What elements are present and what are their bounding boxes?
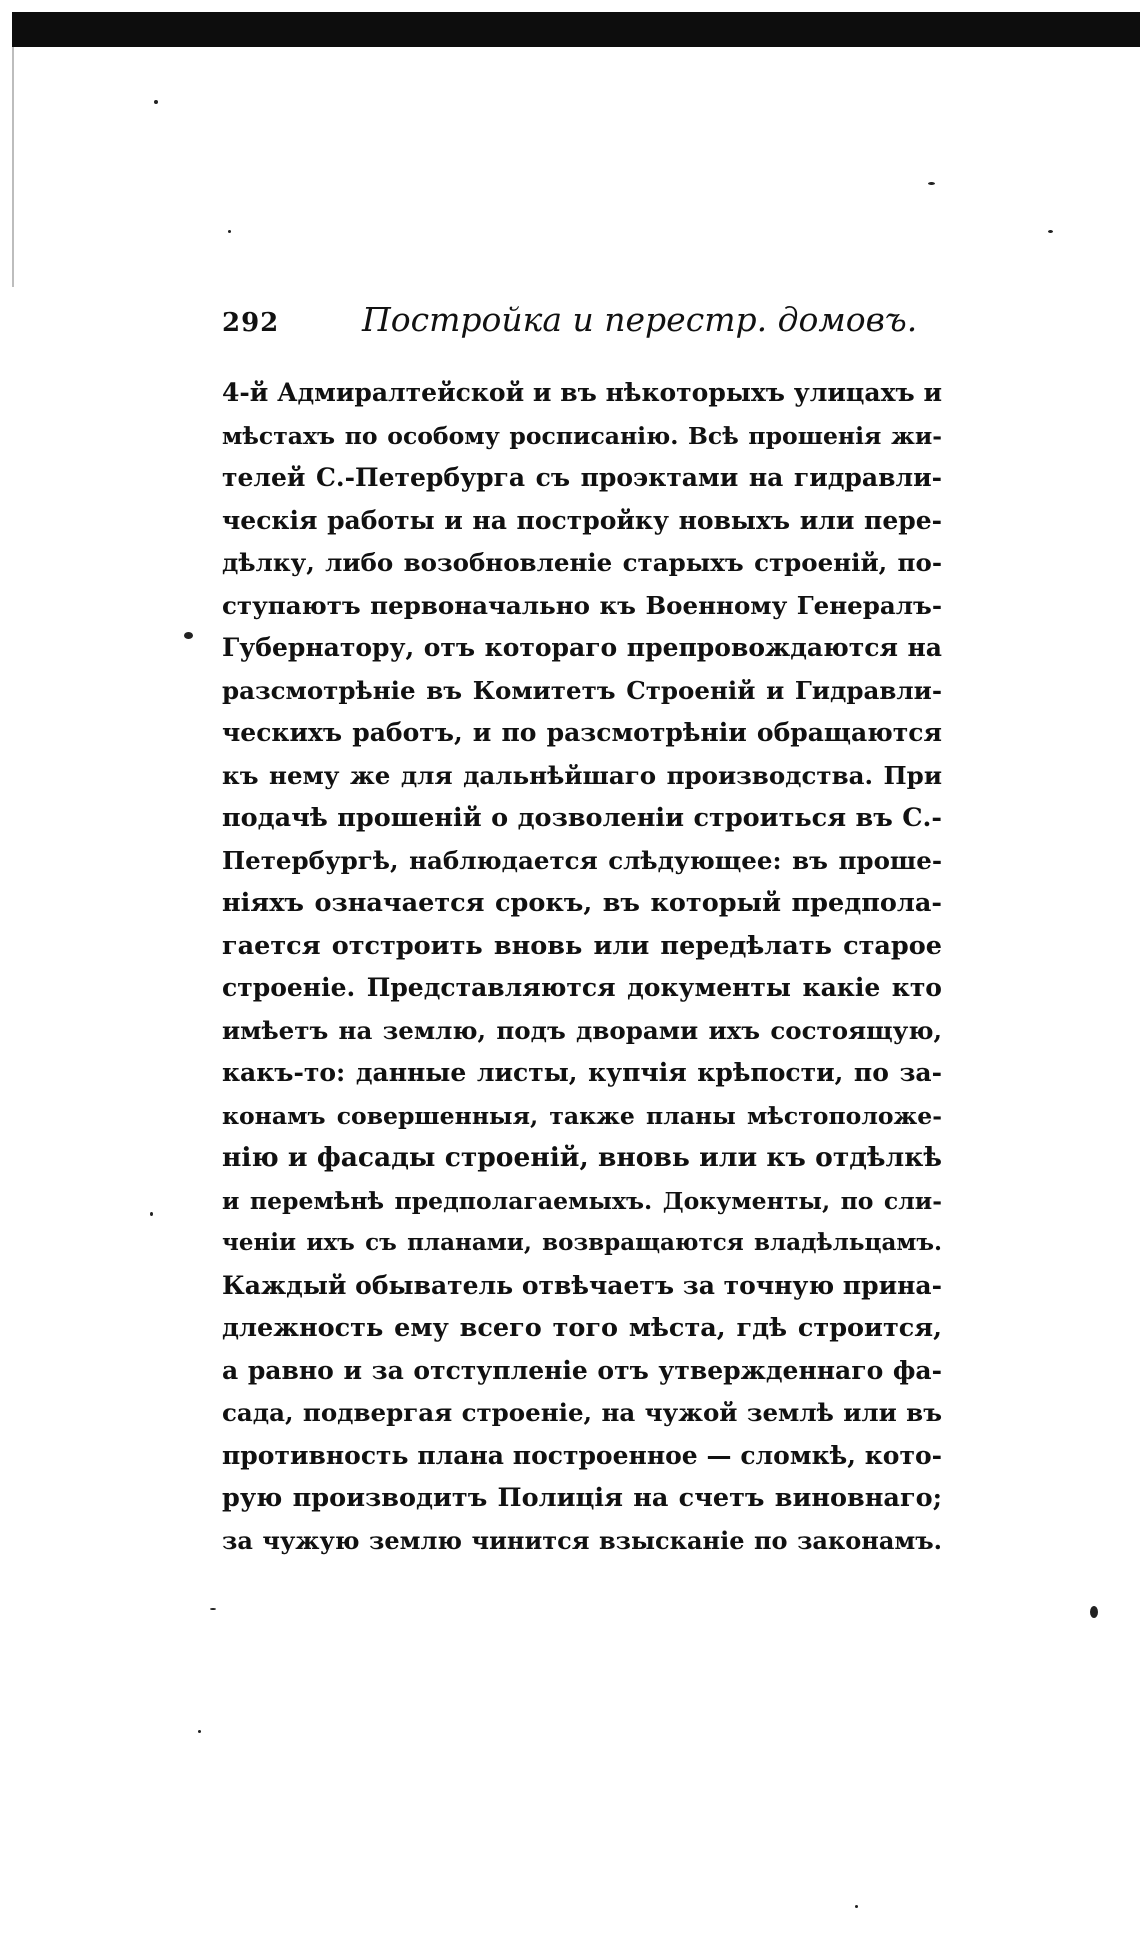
running-title: Постройка и перестр. домовъ.	[362, 300, 918, 339]
scan-speck	[184, 632, 193, 639]
scan-speck	[198, 1730, 201, 1733]
text-line: Губернатору, отъ котораго препровождаются на	[222, 633, 942, 662]
text-line: ступаютъ первоначально къ Военному Генералъ-	[222, 590, 942, 620]
text-line: за чужую землю чинится взысканіе по законамъ.	[222, 1525, 942, 1555]
text-line: мѣстахъ по особому росписанію. Всѣ прошенія жи-	[222, 421, 942, 450]
text-line: ніяхъ означается срокъ, въ который предпола-	[222, 888, 942, 918]
text-line: гается отстроить вновь или передѣлать старое	[222, 930, 942, 961]
text-line: сада, подвергая строеніе, на чужой землѣ или въ	[222, 1398, 942, 1427]
text-line: нію и фасады строеній, вновь или къ отдѣлкѣ	[222, 1142, 942, 1173]
page-header	[222, 300, 918, 350]
scan-top-border	[12, 12, 1140, 47]
scan-speck	[928, 182, 935, 185]
text-line: имѣетъ на землю, подъ дворами ихъ состоящую,	[222, 1015, 942, 1045]
text-line: конамъ совершенныя, также планы мѣстоположе-	[222, 1101, 942, 1130]
text-line: ческихъ работъ, и по разсмотрѣніи обращаются	[222, 718, 942, 747]
text-line: подачѣ прошеній о дозволеніи строиться въ С.-	[222, 803, 942, 833]
text-line: длежность ему всего того мѣста, гдѣ строится,	[222, 1313, 942, 1343]
text-line: къ нему же для дальнѣйшаго производства. При	[222, 760, 942, 790]
scan-speck	[1090, 1606, 1098, 1618]
scan-left-edge	[12, 47, 14, 287]
scan-speck	[154, 100, 158, 104]
scan-speck	[150, 1212, 153, 1216]
text-line: Петербургѣ, наблюдается слѣдующее: въ проше-	[222, 845, 942, 875]
text-line: и перемѣнѣ предполагаемыхъ. Документы, по сли-	[222, 1186, 942, 1215]
text-line: разсмотрѣніе въ Комитетъ Строеній и Гидравли-	[222, 675, 942, 705]
text-line: телей С.-Петербурга съ проэктами на гидравли-	[222, 463, 942, 492]
scan-speck	[210, 1608, 216, 1610]
text-line: какъ-то: данные листы, купчія крѣпости, по за-	[222, 1058, 942, 1087]
scan-speck	[228, 230, 231, 233]
page-number: 292	[222, 308, 280, 338]
text-line: 4-й Адмиралтейской и въ нѣкоторыхъ улицахъ и	[222, 378, 942, 407]
text-line: дѣлку, либо возобновленіе старыхъ строеній, по-	[222, 548, 942, 577]
text-line: ченіи ихъ съ планами, возвращаются владѣльцамъ.	[222, 1229, 942, 1256]
text-line: ческія работы и на постройку новыхъ или пере-	[222, 505, 942, 535]
text-line: а равно и за отступленіе отъ утвержденнаго фа-	[222, 1355, 942, 1385]
text-line: рую производитъ Полиція на счетъ виновнаго;	[222, 1483, 942, 1513]
body-text	[222, 372, 942, 1562]
scan-speck	[1048, 230, 1053, 233]
text-line: строеніе. Представляются документы какіе кто	[222, 973, 942, 1002]
text-line: Каждый обыватель отвѣчаетъ за точную прина-	[222, 1270, 942, 1300]
scan-speck	[855, 1905, 858, 1908]
text-line: противность плана построенное — сломкѣ, кото-	[222, 1440, 942, 1470]
